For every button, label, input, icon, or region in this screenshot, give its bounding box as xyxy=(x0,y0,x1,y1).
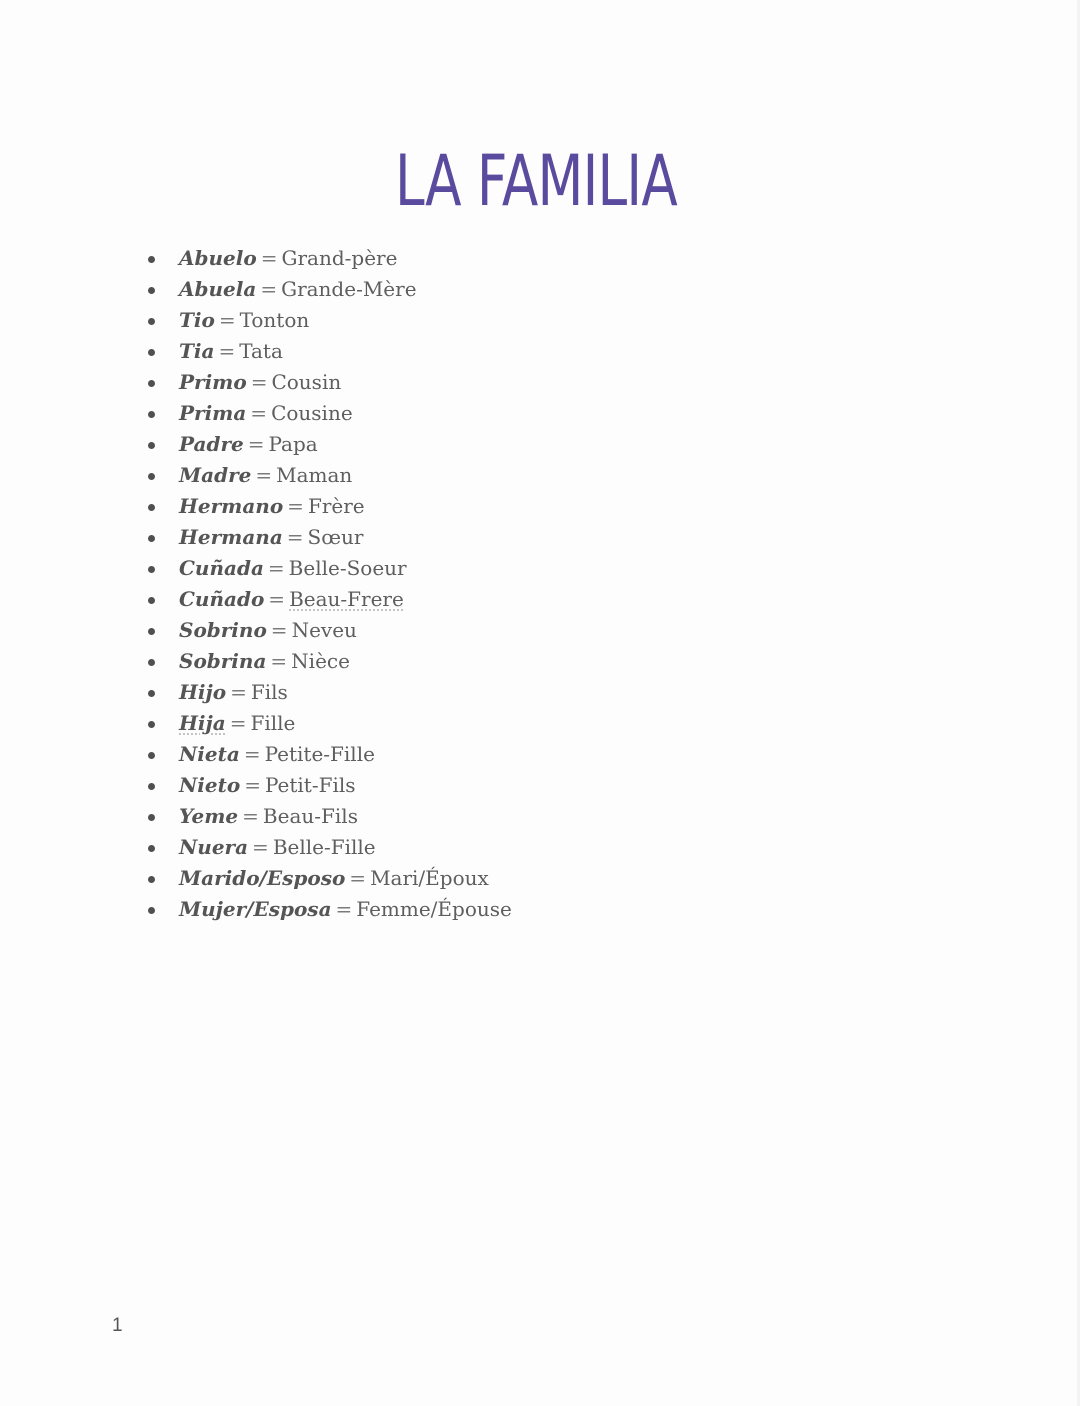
equals-sign: = xyxy=(242,804,259,828)
list-item xyxy=(0,305,512,336)
french-translation: Belle-Soeur xyxy=(288,556,407,580)
list-item xyxy=(0,646,512,677)
list-item xyxy=(0,429,512,460)
french-translation: Fils xyxy=(250,680,288,704)
spanish-term: Marido/Esposo xyxy=(179,866,346,890)
spanish-term: Hija xyxy=(179,711,226,735)
equals-sign: = xyxy=(286,525,304,549)
spanish-term: Sobrina xyxy=(179,649,267,673)
list-item xyxy=(0,243,512,274)
equals-sign: = xyxy=(335,897,353,921)
list-item xyxy=(0,894,512,925)
list-item xyxy=(0,677,512,708)
spanish-term: Cuñado xyxy=(179,587,265,611)
bullet-icon xyxy=(148,473,155,480)
french-translation: Femme/Épouse xyxy=(356,897,512,921)
bullet-icon xyxy=(148,659,155,666)
french-translation: Tata xyxy=(239,339,283,363)
list-item xyxy=(0,398,512,429)
equals-sign: = xyxy=(287,494,304,518)
french-translation: Sœur xyxy=(307,525,364,549)
spanish-term: Madre xyxy=(179,463,252,487)
spanish-term: Nieta xyxy=(179,742,240,766)
french-translation: Grande-Mère xyxy=(281,277,417,301)
list-item xyxy=(0,863,512,894)
list-item xyxy=(0,274,512,305)
list-item xyxy=(0,367,512,398)
bullet-icon xyxy=(148,566,155,573)
equals-sign: = xyxy=(244,773,261,797)
list-item xyxy=(0,739,512,770)
equals-sign: = xyxy=(270,649,288,673)
list-item xyxy=(0,801,512,832)
bullet-icon xyxy=(148,535,155,542)
page-title: LA FAMILIA xyxy=(394,140,677,222)
french-translation: Beau-Fils xyxy=(262,804,358,828)
french-translation: Cousine xyxy=(271,401,353,425)
spanish-term: Tio xyxy=(179,308,215,332)
equals-sign: = xyxy=(255,463,273,487)
list-item xyxy=(0,584,512,615)
french-translation: Fille xyxy=(250,711,296,735)
bullet-icon xyxy=(148,907,155,914)
french-translation: Papa xyxy=(268,432,318,456)
french-translation: Beau-Frere xyxy=(289,587,404,611)
french-translation: Frère xyxy=(307,494,365,518)
list-item xyxy=(0,615,512,646)
equals-sign: = xyxy=(267,556,285,580)
list-item xyxy=(0,832,512,863)
bullet-icon xyxy=(148,752,155,759)
spanish-term: Abuelo xyxy=(179,246,257,270)
bullet-icon xyxy=(148,442,155,449)
page-number: 1 xyxy=(112,1315,123,1336)
french-translation: Belle-Fille xyxy=(272,835,376,859)
list-item xyxy=(0,770,512,801)
bullet-icon xyxy=(148,783,155,790)
bullet-icon xyxy=(148,690,155,697)
equals-sign: = xyxy=(250,401,268,425)
spanish-term: Cuñada xyxy=(179,556,264,580)
spanish-term: Sobrino xyxy=(179,618,267,642)
equals-sign: = xyxy=(247,432,265,456)
french-translation: Maman xyxy=(276,463,353,487)
spanish-term: Yeme xyxy=(179,804,239,828)
equals-sign: = xyxy=(218,308,236,332)
bullet-icon xyxy=(148,597,155,604)
list-item xyxy=(0,522,512,553)
equals-sign: = xyxy=(218,339,236,363)
bullet-icon xyxy=(148,876,155,883)
equals-sign: = xyxy=(270,618,288,642)
french-translation: Tonton xyxy=(239,308,310,332)
bullet-icon xyxy=(148,845,155,852)
bullet-icon xyxy=(148,411,155,418)
spanish-term: Nieto xyxy=(179,773,241,797)
spanish-term: Padre xyxy=(179,432,244,456)
french-translation: Grand-père xyxy=(281,246,398,270)
equals-sign: = xyxy=(250,370,268,394)
french-translation: Petit-Fils xyxy=(264,773,356,797)
spanish-term: Hermana xyxy=(179,525,283,549)
spanish-term: Primo xyxy=(179,370,247,394)
spanish-term: Abuela xyxy=(179,277,257,301)
list-item xyxy=(0,553,512,584)
equals-sign: = xyxy=(268,587,286,611)
list-item xyxy=(0,336,512,367)
bullet-icon xyxy=(148,349,155,356)
spanish-term: Hermano xyxy=(179,494,284,518)
spanish-term: Nuera xyxy=(179,835,249,859)
equals-sign: = xyxy=(229,711,247,735)
spanish-term: Hijo xyxy=(179,680,227,704)
spanish-term: Prima xyxy=(179,401,247,425)
list-item xyxy=(0,460,512,491)
list-item xyxy=(0,491,512,522)
equals-sign: = xyxy=(260,246,278,270)
bullet-icon xyxy=(148,287,155,294)
equals-sign: = xyxy=(230,680,247,704)
french-translation: Cousin xyxy=(271,370,342,394)
bullet-icon xyxy=(148,814,155,821)
bullet-icon xyxy=(148,256,155,263)
french-translation: Neveu xyxy=(291,618,357,642)
bullet-icon xyxy=(148,380,155,387)
spanish-term: Mujer/Esposa xyxy=(179,897,332,921)
vocabulary-list xyxy=(0,243,512,925)
equals-sign: = xyxy=(260,277,278,301)
bullet-icon xyxy=(148,721,155,728)
equals-sign: = xyxy=(349,866,367,890)
bullet-icon xyxy=(148,504,155,511)
spanish-term: Tia xyxy=(179,339,215,363)
equals-sign: = xyxy=(243,742,261,766)
french-translation: Mari/Époux xyxy=(370,866,489,890)
bullet-icon xyxy=(148,318,155,325)
equals-sign: = xyxy=(252,835,269,859)
bullet-icon xyxy=(148,628,155,635)
french-translation: Petite-Fille xyxy=(264,742,375,766)
french-translation: Nièce xyxy=(291,649,350,673)
list-item xyxy=(0,708,512,739)
